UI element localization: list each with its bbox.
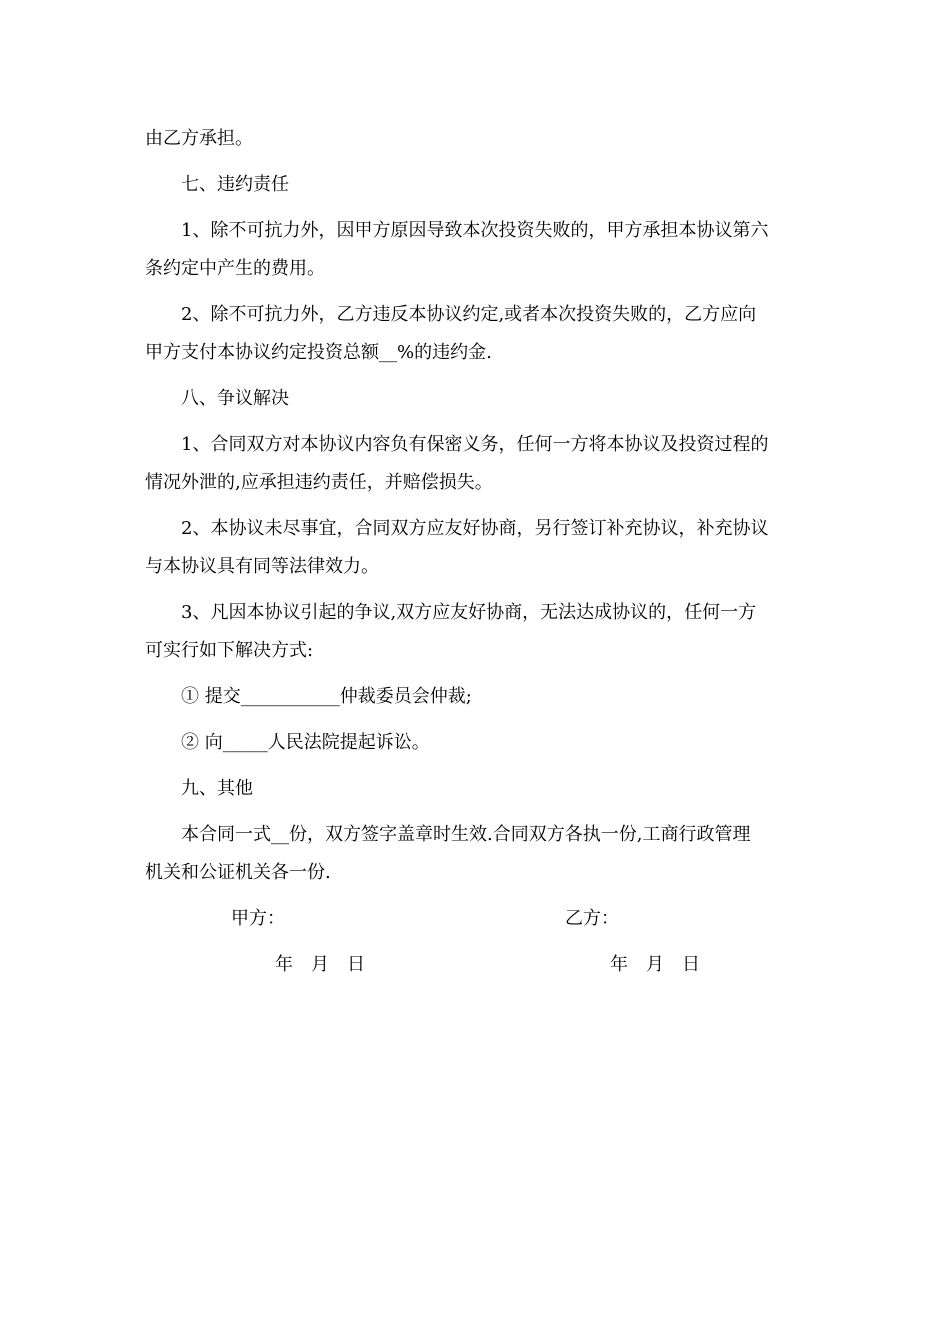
clause-7-2-line-1: 2、除不可抗力外，乙方违反本协议约定,或者本次投资失败的，乙方应向 <box>181 304 757 325</box>
clause-9-line-1: 本合同一式__份，双方签字盖章时生效.合同双方各执一份,工商行政管理 <box>181 824 751 845</box>
clause-8-3-line-1: 3、凡因本协议引起的争议,双方应友好协商，无法达成协议的，任何一方 <box>181 602 757 623</box>
clause-7-2 <box>145 296 807 372</box>
clause-9 <box>145 816 807 892</box>
clause-7-1-line-1: 1、除不可抗力外，因甲方原因导致本次投资失败的，甲方承担本协议第六 <box>181 220 769 241</box>
option-litigation: ② 向_____人民法院提起诉讼。 <box>181 732 430 753</box>
intro-paragraph <box>145 120 807 158</box>
section-9-heading: 九、其他 <box>181 778 253 799</box>
clause-7-1 <box>145 212 807 288</box>
clause-8-1-line-2: 情况外泄的,应承担违约责任，并赔偿损失。 <box>145 472 493 493</box>
clause-8-3 <box>145 594 807 670</box>
date-row <box>145 946 807 992</box>
clause-8-2 <box>145 510 807 586</box>
clause-8-2-line-2: 与本协议具有同等法律效力。 <box>145 556 379 577</box>
section-8-heading: 八、争议解决 <box>181 388 289 409</box>
party-a-date: 年 月 日 <box>275 954 365 975</box>
document-body <box>145 120 807 992</box>
option-arbitration: ① 提交___________仲裁委员会仲裁; <box>181 686 472 707</box>
clause-7-1-line-2: 条约定中产生的费用。 <box>145 258 325 279</box>
clause-9-line-2: 机关和公证机关各一份. <box>145 862 331 883</box>
party-b-date: 年 月 日 <box>610 954 700 975</box>
clause-8-1 <box>145 426 807 502</box>
signature-row <box>145 900 807 946</box>
clause-8-3-line-2: 可实行如下解决方式: <box>145 640 314 661</box>
clause-8-1-line-1: 1、合同双方对本协议内容负有保密义务，任何一方将本协议及投资过程的 <box>181 434 769 455</box>
section-7-heading: 七、违约责任 <box>181 174 289 195</box>
intro-line: 由乙方承担。 <box>145 128 253 149</box>
clause-8-2-line-1: 2、本协议未尽事宜，合同双方应友好协商，另行签订补充协议，补充协议 <box>181 518 769 539</box>
party-a-label: 甲方： <box>231 908 285 929</box>
party-b-label: 乙方： <box>565 908 619 929</box>
clause-7-2-line-2: 甲方支付本协议约定投资总额__%的违约金. <box>145 342 492 363</box>
